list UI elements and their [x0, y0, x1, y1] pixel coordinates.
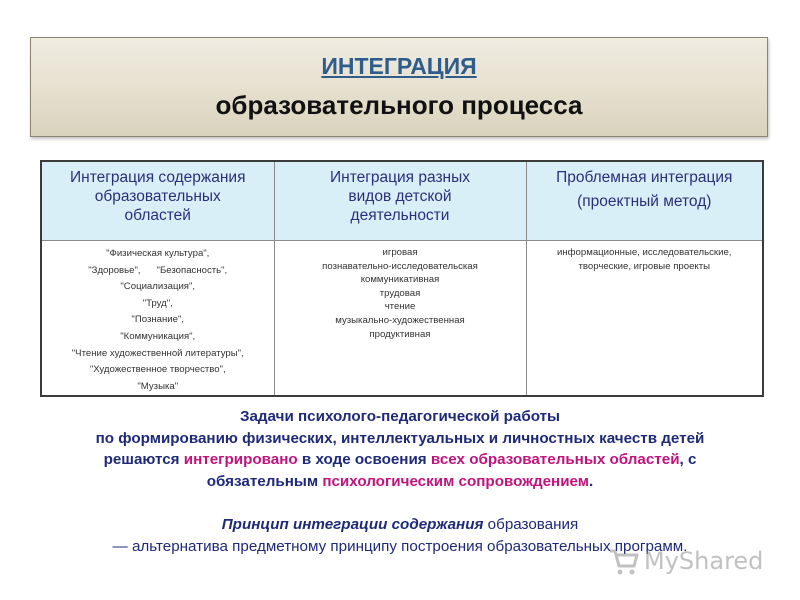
principle-line [0, 514, 800, 536]
list-item: "Социализация", [120, 281, 196, 293]
table-header-row [41, 161, 763, 241]
list-item: трудовая [379, 287, 421, 299]
header-line: образовательных [94, 188, 221, 205]
principle-line: — альтернатива предметному принципу построения образовательных программ. [112, 537, 688, 555]
header-line: Интеграция разных [330, 169, 470, 186]
header-activity-integration [274, 161, 526, 241]
principle-text: образования [483, 516, 579, 533]
tasks-highlight: интегрировано [183, 451, 298, 468]
tasks-highlight: всех образовательных областей [430, 451, 680, 468]
tasks-line: Задачи психолого-педагогической работы [239, 408, 561, 425]
header-problem-integration [526, 161, 763, 241]
tasks-line: по формированию физических, интеллектуальных и личностных качеств детей [95, 429, 705, 447]
cart-icon [608, 547, 640, 577]
list-item: "Здоровье", "Безопасность", [88, 264, 228, 276]
tasks-text: в ходе освоения [297, 451, 431, 468]
title-sub: образовательного процесса [215, 90, 583, 120]
tasks-text: обязательным [206, 472, 323, 490]
list-item: продуктивная [369, 328, 431, 340]
cell-activity-types [274, 241, 526, 397]
list-item: коммуникативная [360, 274, 440, 286]
table-body-row [41, 241, 763, 397]
principle-bold: Принцип интеграции содержания [221, 516, 484, 533]
header-line: Интеграция содержания [70, 169, 246, 186]
tasks-text: . [589, 472, 594, 490]
title-main: ИНТЕГРАЦИЯ [321, 53, 477, 79]
list-item: "Художественное творчество", [89, 364, 226, 376]
header-content-integration [41, 161, 274, 241]
header-line: Проблемная интеграция [556, 169, 733, 186]
list-item: информационные, исследовательские, [557, 247, 732, 258]
cell-project-types [526, 241, 763, 397]
watermark [608, 545, 778, 577]
header-line: (проектный метод) [577, 193, 712, 210]
list-item: творческие, игровые проекты [578, 260, 711, 272]
tasks-line [0, 449, 800, 471]
list-item: музыкально-художественная [335, 314, 465, 326]
list-item: "Чтение художественной литературы", [71, 347, 244, 359]
tasks-highlight: психологическим сопровождением [322, 472, 590, 490]
tasks-text: решаются [103, 451, 184, 468]
tasks-paragraph [0, 406, 800, 492]
list-item: игровая [382, 247, 418, 258]
list-item: "Труд", [142, 297, 173, 309]
tasks-text: , с [679, 451, 697, 468]
integration-table [40, 160, 764, 397]
list-item: чтение [384, 301, 416, 313]
list-item: "Музыка" [137, 380, 179, 392]
list-item: познавательно-исследовательская [322, 260, 478, 272]
header-line: видов детской [348, 188, 452, 205]
header-line: деятельности [350, 207, 450, 224]
list-item: "Физическая культура", [106, 248, 210, 259]
tasks-line [0, 471, 800, 493]
title-box [30, 37, 768, 137]
list-item: "Познание", [131, 314, 185, 326]
cell-educational-areas [41, 241, 274, 397]
header-line: областей [124, 207, 191, 224]
list-item: "Коммуникация", [120, 330, 196, 342]
watermark-text: MyShared [644, 547, 764, 575]
